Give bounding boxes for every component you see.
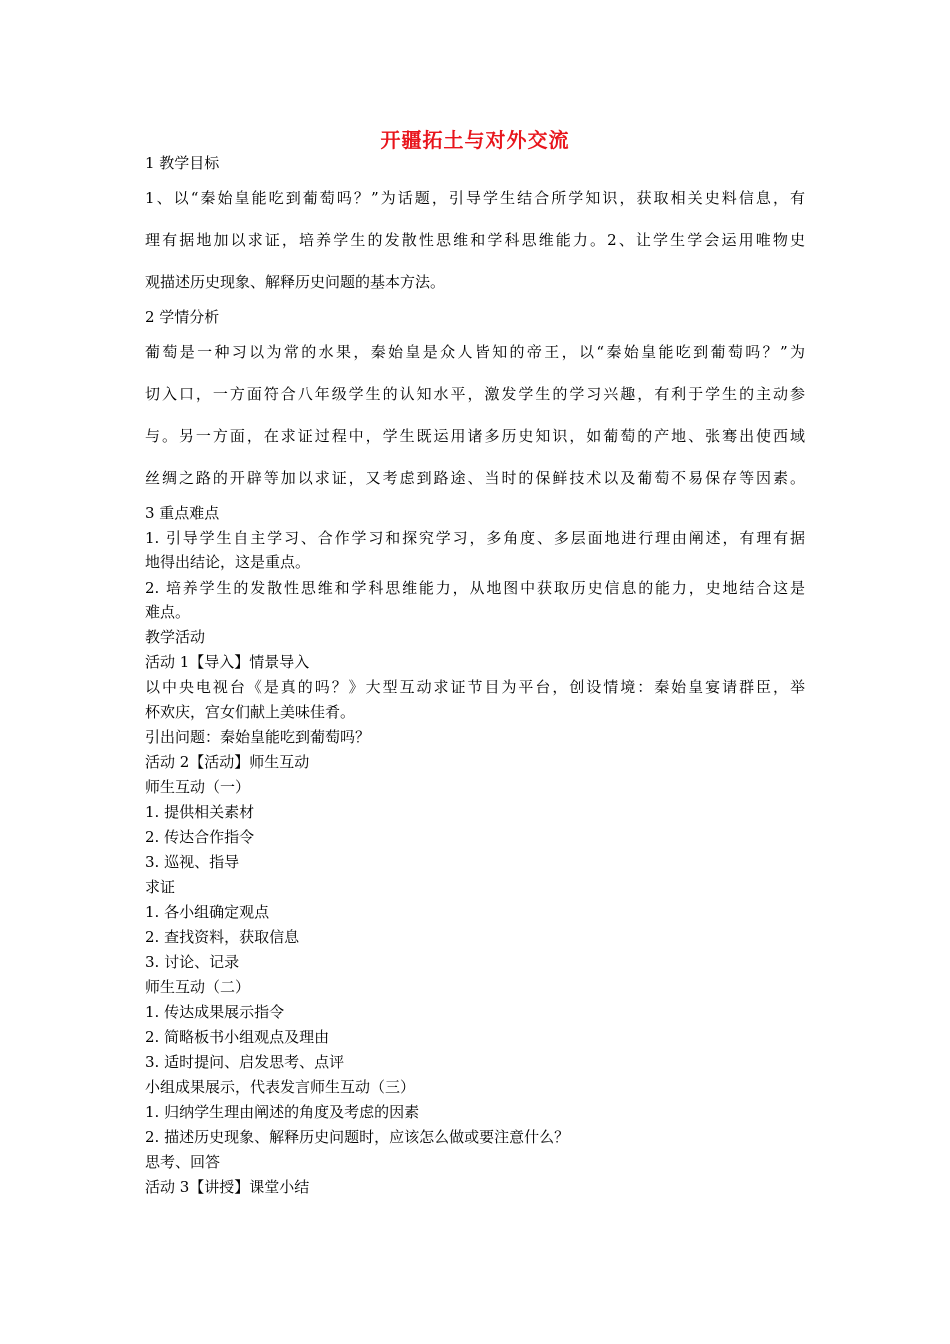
paragraph-line: 地得出结论，这是重点。 (145, 553, 311, 571)
list-item: 1. 各小组确定观点 (145, 903, 270, 921)
paragraph-line: 以中央电视台《是真的吗？》大型互动求证节目为平台，创设情境：秦始皇宴请群臣，举 (145, 678, 805, 696)
list-item: 1. 传达成果展示指令 (145, 1003, 285, 1021)
list-item: 小组成果展示，代表发言师生互动（三） (145, 1078, 416, 1096)
paragraph-line: 观描述历史现象、解释历史问题的基本方法。 (145, 273, 446, 291)
paragraph-line: 葡萄是一种习以为常的水果，秦始皇是众人皆知的帝王，以“秦始皇能吃到葡萄吗？”为 (145, 343, 805, 361)
paragraph-line: 杯欢庆，宫女们献上美味佳肴。 (145, 703, 356, 721)
list-item: 思考、回答 (145, 1153, 221, 1171)
list-item: 1. 提供相关素材 (145, 803, 255, 821)
list-item: 求证 (145, 878, 176, 896)
list-item: 2. 传达合作指令 (145, 828, 255, 846)
activity-heading: 活动 1【导入】情景导入 (145, 653, 310, 671)
list-item: 师生互动（二） (145, 978, 251, 996)
paragraph-line: 理有据地加以求证，培养学生的发散性思维和学科思维能力。2、让学生学会运用唯物史 (145, 231, 805, 249)
page-title: 开疆拓土与对外交流 (380, 128, 570, 152)
section-heading-key-points: 3 重点难点 (145, 504, 220, 522)
section-heading-analysis: 2 学情分析 (145, 308, 220, 326)
section-heading-activities: 教学活动 (145, 628, 206, 646)
list-item: 2. 描述历史现象、解释历史问题时，应该怎么做或要注意什么？ (145, 1128, 570, 1146)
section-heading-objectives: 1 教学目标 (145, 154, 220, 172)
paragraph-line: 引出问题：秦始皇能吃到葡萄吗？ (145, 728, 371, 746)
paragraph-line: 1. 引导学生自主学习、合作学习和探究学习，多角度、多层面地进行理由阐述，有理有据 (145, 529, 805, 547)
paragraph-line: 与。另一方面，在求证过程中，学生既运用诸多历史知识，如葡萄的产地、张骞出使西域 (145, 427, 805, 445)
paragraph-line: 切入口，一方面符合八年级学生的认知水平，激发学生的学习兴趣，有利于学生的主动参 (145, 385, 805, 403)
paragraph-line: 难点。 (145, 603, 191, 621)
list-item: 2. 简略板书小组观点及理由 (145, 1028, 330, 1046)
list-item: 1. 归纳学生理由阐述的角度及考虑的因素 (145, 1103, 420, 1121)
list-item: 2. 查找资料，获取信息 (145, 928, 300, 946)
activity-heading: 活动 3【讲授】课堂小结 (145, 1178, 310, 1196)
paragraph-line: 1、以“秦始皇能吃到葡萄吗？”为话题，引导学生结合所学知识，获取相关史料信息，有 (145, 189, 805, 207)
activity-heading: 活动 2【活动】师生互动 (145, 753, 310, 771)
list-item: 3. 巡视、指导 (145, 853, 240, 871)
paragraph-line: 丝绸之路的开辟等加以求证，又考虑到路途、当时的保鲜技术以及葡萄不易保存等因素。 (145, 469, 805, 487)
paragraph-line: 2. 培养学生的发散性思维和学科思维能力，从地图中获取历史信息的能力，史地结合这是 (145, 579, 805, 597)
list-item: 3. 适时提问、启发思考、点评 (145, 1053, 345, 1071)
list-item: 3. 讨论、记录 (145, 953, 240, 971)
list-item: 师生互动（一） (145, 778, 251, 796)
